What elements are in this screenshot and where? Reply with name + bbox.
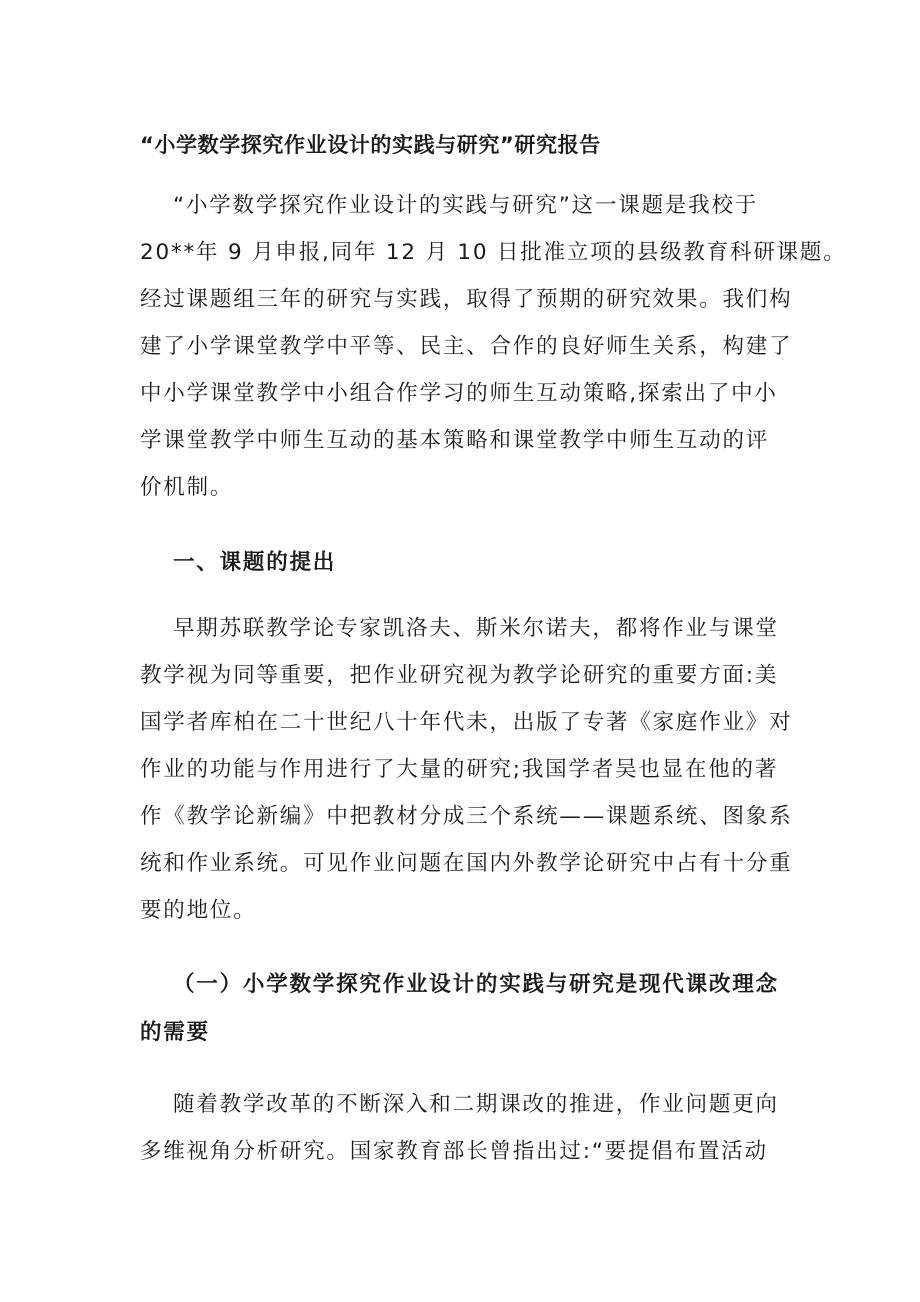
section-paragraph-line: 要的地位。: [140, 898, 257, 923]
subsection-heading: 的需要: [140, 1020, 210, 1045]
subsection-heading: （一）小学数学探究作业设计的实践与研究是现代课改理念: [173, 972, 779, 997]
intro-line: 学课堂教学中师生互动的基本策略和课堂教学中师生互动的评: [140, 428, 770, 453]
subsection-paragraph-line: 多维视角分析研究。国家教育部长曾指出过:“要提倡布置活动: [140, 1139, 768, 1164]
intro-line: 中小学课堂教学中小组合作学习的师生互动策略,探索出了中小: [140, 381, 778, 406]
intro-line: “小学数学探究作业设计的实践与研究”这一课题是我校于: [173, 193, 759, 218]
section-paragraph-line: 作《教学论新编》中把教材分成三个系统——课题系统、图象系: [140, 804, 793, 829]
section-paragraph-line: 统和作业系统。可见作业问题在国内外教学论研究中占有十分重: [140, 851, 793, 876]
intro-line: 经过课题组三年的研究与实践，取得了预期的研究效果。我们构: [140, 287, 793, 312]
section-heading: 一、课题的提出: [173, 550, 337, 575]
document-title: “小学数学探究作业设计的实践与研究”研究报告: [140, 133, 601, 157]
intro-line: 价机制。: [140, 475, 234, 500]
section-paragraph-line: 国学者库柏在二十世纪八十年代未，出版了专著《家庭作业》对: [140, 710, 793, 735]
section-paragraph-line: 作业的功能与作用进行了大量的研究;我国学者吴也显在他的著: [140, 757, 779, 782]
intro-line: 20**年 9 月申报,同年 12 月 10 日批准立项的县级教育科研课题。: [140, 240, 847, 265]
section-paragraph-line: 早期苏联教学论专家凯洛夫、斯米尔诺夫，都将作业与课堂: [173, 616, 779, 641]
subsection-paragraph-line: 随着教学改革的不断深入和二期课改的推进，作业问题更向: [173, 1092, 779, 1117]
section-paragraph-line: 教学视为同等重要，把作业研究视为教学论研究的重要方面:美: [140, 663, 779, 688]
intro-line: 建了小学课堂教学中平等、民主、合作的良好师生关系，构建了: [140, 334, 793, 359]
